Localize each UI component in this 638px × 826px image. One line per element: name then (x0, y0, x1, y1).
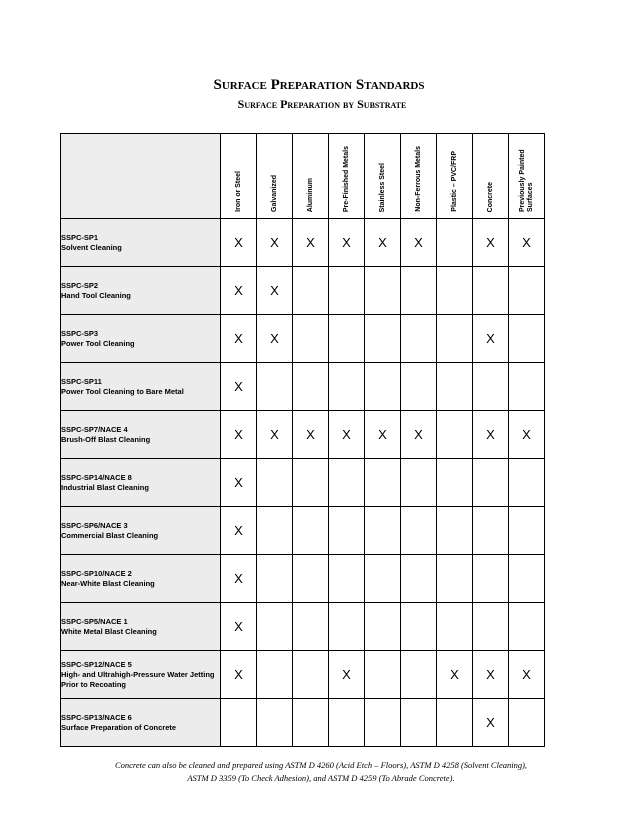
footnote-line-1: Concrete can also be cleaned and prepared using ASTM D 4260 (Acid Etch – Floors), ASTM D 4258 (Solvent Cleaning), (114, 760, 528, 770)
applicability-cell (401, 555, 437, 603)
header-row (61, 134, 545, 219)
applicability-cell (437, 699, 473, 747)
applicability-cell (329, 315, 365, 363)
applicability-cell (293, 555, 329, 603)
standard-name: Solvent Cleaning (61, 242, 122, 252)
table-row (61, 363, 545, 411)
column-header (329, 134, 365, 219)
standard-name: Commercial Blast Cleaning (61, 530, 159, 540)
applicability-cell: X (221, 603, 257, 651)
table-row (61, 315, 545, 363)
column-header (437, 134, 473, 219)
applicability-cell (293, 363, 329, 411)
column-header-label: Stainless Steel (378, 162, 386, 212)
applicability-cell: X (473, 219, 509, 267)
standard-label-cell (61, 459, 221, 507)
applicability-cell (365, 315, 401, 363)
standard-name: Power Tool Cleaning (61, 338, 135, 348)
standard-code: SSPC-SP7/NACE 4 (61, 424, 128, 434)
column-header (257, 134, 293, 219)
applicability-cell: X (221, 267, 257, 315)
applicability-cell (293, 651, 329, 699)
applicability-cell (401, 699, 437, 747)
standard-name: Hand Tool Cleaning (61, 290, 131, 300)
applicability-cell: X (473, 699, 509, 747)
standard-code: SSPC-SP13/NACE 6 (61, 712, 132, 722)
applicability-cell (437, 315, 473, 363)
standard-code: SSPC-SP11 (61, 376, 102, 386)
standard-code: SSPC-SP5/NACE 1 (61, 616, 128, 626)
applicability-cell (437, 411, 473, 459)
standard-code: SSPC-SP6/NACE 3 (61, 520, 128, 530)
standard-name: Near-White Blast Cleaning (61, 578, 155, 588)
table-row (61, 219, 545, 267)
applicability-cell: X (257, 315, 293, 363)
standard-label-cell (61, 555, 221, 603)
applicability-cell (473, 267, 509, 315)
applicability-cell (509, 315, 545, 363)
standard-name: White Metal Blast Cleaning (61, 626, 157, 636)
applicability-cell: X (437, 651, 473, 699)
applicability-cell: X (293, 219, 329, 267)
table-row (61, 411, 545, 459)
column-header-label: Plastic – PVC/FRP (450, 151, 458, 212)
column-header-label: Non-Ferrous Metals (414, 146, 422, 212)
applicability-cell (329, 459, 365, 507)
applicability-cell (365, 699, 401, 747)
applicability-cell (293, 507, 329, 555)
standard-label-cell (61, 699, 221, 747)
applicability-cell (257, 363, 293, 411)
applicability-cell: X (509, 651, 545, 699)
table-row (61, 507, 545, 555)
applicability-cell (401, 267, 437, 315)
applicability-cell (257, 555, 293, 603)
column-header-label: Pre-Finished Metals (342, 145, 350, 212)
standard-name: High- and Ultrahigh-Pressure Water Jetting Prior to Recoating (61, 669, 215, 689)
applicability-cell (257, 459, 293, 507)
applicability-cell (401, 459, 437, 507)
applicability-cell: X (401, 411, 437, 459)
applicability-cell (473, 363, 509, 411)
standard-code: SSPC-SP14/NACE 8 (61, 472, 132, 482)
applicability-cell: X (221, 315, 257, 363)
applicability-cell (365, 555, 401, 603)
applicability-cell (365, 651, 401, 699)
column-header-label: Concrete (486, 181, 494, 212)
applicability-cell: X (365, 411, 401, 459)
applicability-cell: X (329, 411, 365, 459)
column-header-label: Previously Painted Surfaces (518, 149, 534, 212)
column-header (221, 134, 257, 219)
applicability-cell (293, 603, 329, 651)
applicability-cell (437, 219, 473, 267)
footnote (0, 759, 638, 785)
column-header-label: Aluminum (306, 177, 314, 212)
applicability-cell: X (473, 651, 509, 699)
applicability-cell: X (221, 555, 257, 603)
applicability-cell (437, 459, 473, 507)
applicability-cell (293, 699, 329, 747)
applicability-cell: X (221, 651, 257, 699)
applicability-cell (473, 555, 509, 603)
standard-code: SSPC-SP3 (61, 328, 99, 338)
applicability-cell (329, 363, 365, 411)
table-row (61, 459, 545, 507)
column-header (365, 134, 401, 219)
applicability-cell (473, 507, 509, 555)
applicability-cell (329, 555, 365, 603)
standards-table (60, 133, 545, 747)
header-corner-cell (61, 134, 221, 219)
standard-name: Brush-Off Blast Cleaning (61, 434, 151, 444)
applicability-cell (365, 363, 401, 411)
standard-name: Surface Preparation of Concrete (61, 722, 177, 732)
standard-code: SSPC-SP2 (61, 280, 99, 290)
applicability-cell (293, 267, 329, 315)
applicability-cell (437, 267, 473, 315)
applicability-cell (221, 699, 257, 747)
applicability-cell: X (221, 459, 257, 507)
applicability-cell (293, 315, 329, 363)
applicability-cell (509, 459, 545, 507)
standard-label-cell (61, 603, 221, 651)
table-body (61, 219, 545, 747)
standard-name: Industrial Blast Cleaning (61, 482, 149, 492)
applicability-cell: X (257, 267, 293, 315)
applicability-cell: X (221, 507, 257, 555)
applicability-cell (509, 267, 545, 315)
column-header-label: Iron or Steel (234, 171, 242, 212)
applicability-cell (401, 507, 437, 555)
applicability-cell: X (221, 411, 257, 459)
applicability-cell (401, 363, 437, 411)
table-row (61, 651, 545, 699)
page-title: Surface Preparation Standards (213, 77, 425, 93)
table-row (61, 267, 545, 315)
applicability-cell (401, 651, 437, 699)
applicability-cell: X (509, 219, 545, 267)
applicability-cell: X (329, 219, 365, 267)
applicability-cell: X (473, 411, 509, 459)
applicability-cell (509, 699, 545, 747)
applicability-cell (509, 507, 545, 555)
applicability-cell (401, 603, 437, 651)
standard-code: SSPC-SP1 (61, 232, 99, 242)
applicability-cell (437, 555, 473, 603)
applicability-cell (509, 555, 545, 603)
applicability-cell: X (257, 219, 293, 267)
applicability-cell: X (473, 315, 509, 363)
standard-name: Power Tool Cleaning to Bare Metal (61, 386, 184, 396)
applicability-cell (473, 459, 509, 507)
applicability-cell (293, 459, 329, 507)
table-row (61, 603, 545, 651)
applicability-cell (365, 603, 401, 651)
applicability-cell: X (365, 219, 401, 267)
column-header (473, 134, 509, 219)
applicability-cell (257, 699, 293, 747)
column-header (293, 134, 329, 219)
applicability-cell: X (509, 411, 545, 459)
applicability-cell (365, 507, 401, 555)
column-header-label: Galvanized (270, 175, 278, 212)
applicability-cell (329, 507, 365, 555)
standard-label-cell (61, 219, 221, 267)
applicability-cell (257, 651, 293, 699)
standard-label-cell (61, 363, 221, 411)
applicability-cell (329, 603, 365, 651)
applicability-cell (329, 699, 365, 747)
applicability-cell (509, 603, 545, 651)
standard-label-cell (61, 267, 221, 315)
applicability-cell (473, 603, 509, 651)
applicability-cell: X (221, 363, 257, 411)
standard-code: SSPC-SP12/NACE 5 (61, 659, 132, 669)
applicability-cell: X (221, 219, 257, 267)
applicability-cell (437, 363, 473, 411)
footnote-line-2: ASTM D 3359 (To Check Adhesion), and ASTM D 4259 (To Abrade Concrete). (187, 773, 455, 783)
applicability-cell: X (257, 411, 293, 459)
applicability-cell (329, 267, 365, 315)
applicability-cell (365, 459, 401, 507)
page-subtitle: Surface Preparation by Substrate (237, 97, 407, 111)
applicability-cell: X (329, 651, 365, 699)
applicability-cell: X (293, 411, 329, 459)
applicability-cell: X (401, 219, 437, 267)
standard-label-cell (61, 651, 221, 699)
applicability-cell (257, 507, 293, 555)
column-header (509, 134, 545, 219)
standard-label-cell (61, 507, 221, 555)
column-header (401, 134, 437, 219)
applicability-cell (365, 267, 401, 315)
applicability-cell (257, 603, 293, 651)
standard-label-cell (61, 315, 221, 363)
table-row (61, 699, 545, 747)
applicability-cell (401, 315, 437, 363)
applicability-cell (437, 507, 473, 555)
table-row (61, 555, 545, 603)
standard-label-cell (61, 411, 221, 459)
standard-code: SSPC-SP10/NACE 2 (61, 568, 132, 578)
applicability-cell (509, 363, 545, 411)
applicability-cell (437, 603, 473, 651)
